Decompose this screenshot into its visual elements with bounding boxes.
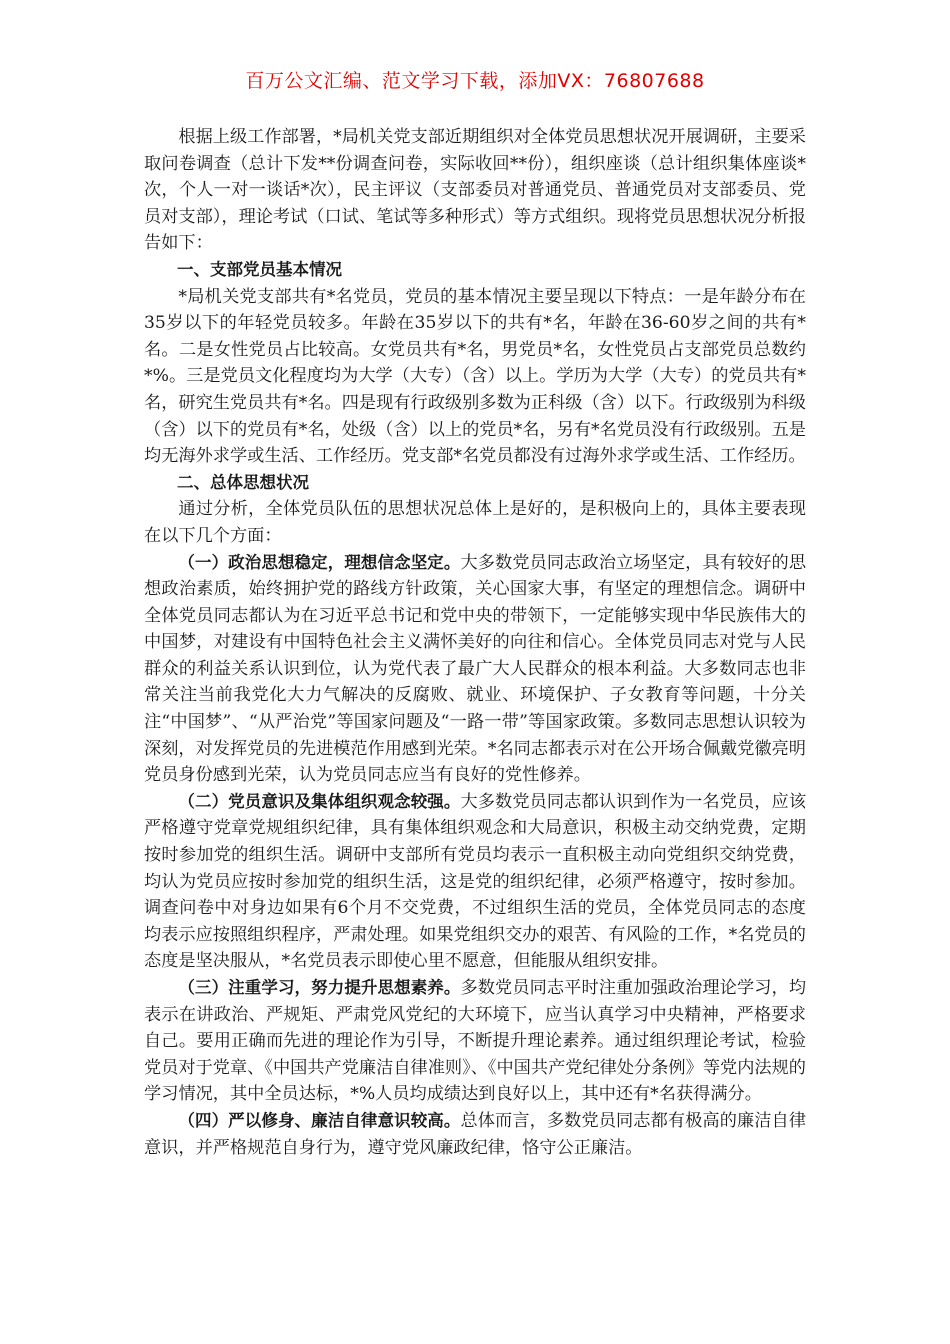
point-3-lead: （三）注重学习，努力提升思想素养。: [178, 978, 461, 997]
point-2-paragraph: [144, 789, 806, 975]
point-3-paragraph: [144, 975, 806, 1108]
section-1-paragraph: *局机关党支部共有*名党员，党员的基本情况主要呈现以下特点：一是年龄分布在35岁以下的年轻党员较多。年龄在35岁以下的共有*名，年龄在36-60岁之间的共有*名。二是女性党员占比较高。女党员共有*名，男党员*名，女性党员占支部党员总数约*%。三是党员文化程度均为大学（大专）（含）以上。学历为大学（大专）的党员共有*名，研究生党员共有*名。四是现有行政级别多数为正科级（含）以下。行政级别为科级（含）以下的党员有*名，处级（含）以上的党员*名，另有*名党员没有行政级别。五是均无海外求学或生活、工作经历。党支部*名党员都没有过海外求学或生活、工作经历。: [144, 286, 806, 467]
document-body: [144, 124, 806, 1161]
point-1-body: 大多数党员同志政治立场坚定，具有较好的思想政治素质，始终拥护党的路线方针政策，关心国家大事，有坚定的理想信念。调研中全体党员同志都认为在习近平总书记和党中央的带领下，一定能够实现中华民族伟大的中国梦，对建设有中国特色社会主义满怀美好的向往和信心。全体党员同志对党与人民群众的利益关系认识到位，认为党代表了最广大人民群众的根本利益。大多数同志也非常关注当前我党化大力气解决的反腐败、就业、环境保护、子女教育等问题，十分关注“中国梦”、“从严治党”等国家问题及“一路一带”等国家政策。多数同志思想认识较为深刻，对发挥党员的先进模范作用感到光荣。*名同志都表示对在公开场合佩戴党徽亮明党员身份感到光荣，认为党员同志应当有良好的党性修养。: [144, 552, 807, 786]
point-1-paragraph: [144, 550, 806, 789]
point-1-lead: （一）政治思想稳定，理想信念坚定。: [178, 552, 461, 572]
section-1-heading: 一、支部党员基本情况: [177, 259, 342, 279]
intro-paragraph: 根据上级工作部署，*局机关党支部近期组织对全体党员思想状况开展调研，主要采取问卷调查（总计下发**份调查问卷，实际收回**份），组织座谈（总计组织集体座谈*次，个人一对一谈话*次），民主评议（支部委员对普通党员、普通党员对支部委员、党员对支部），理论考试（口试、笔试等多种形式）等方式组织。现将党员思想状况分析报告如下：: [144, 127, 806, 254]
point-4-paragraph: [144, 1108, 806, 1161]
point-4-lead: （四）严以修身、廉洁自律意识较高。: [178, 1110, 461, 1130]
point-2-lead: （二）党员意识及集体组织观念较强。: [178, 791, 461, 811]
point-3-body: 多数党员同志平时注重加强政治理论学习，均表示在讲政治、严规矩、严肃党风党纪的大环境下，应当认真学习中央精神，严格要求自己。要用正确而先进的理论作为引导，不断提升理论素养。通过组织理论考试，检验党员对于党章、《中国共产党廉洁自律准则》、《中国共产党纪律处分条例》等党内法规的学习情况，其中全员达标，*%人员均成绩达到良好以上，其中还有*名获得满分。: [144, 978, 807, 1105]
section-2-intro-paragraph: 通过分析，全体党员队伍的思想状况总体上是好的，是积极向上的，具体主要表现在以下几个方面：: [144, 499, 806, 546]
point-4-body: 总体而言，多数党员同志都有极高的廉洁自律意识，并严格规范自身行为，遵守党风廉政纪律，恪守公正廉洁。: [144, 1110, 807, 1158]
section-2-heading: 二、总体思想状况: [177, 472, 309, 492]
watermark-banner: 百万公文汇编、范文学习下载，添加VX：76807688: [245, 70, 705, 92]
point-2-body: 大多数党员同志都认识到作为一名党员，应该严格遵守党章党规组织纪律，具有集体组织观念和大局意识，积极主动交纳党费，定期按时参加党的组织生活。调研中支部所有党员均表示一直积极主动向党组织交纳党费，均认为党员应按时参加党的组织生活，这是党的组织纪律，必须严格遵守，按时参加。调查问卷中对身边如果有6个月不交党费，不过组织生活的党员，全体党员同志的态度均表示应按照组织程序，严肃处理。如果党组织交办的艰苦、有风险的工作，*名党员的态度是坚决服从，*名党员表示即使心里不愿意，但能服从组织安排。: [144, 791, 807, 972]
